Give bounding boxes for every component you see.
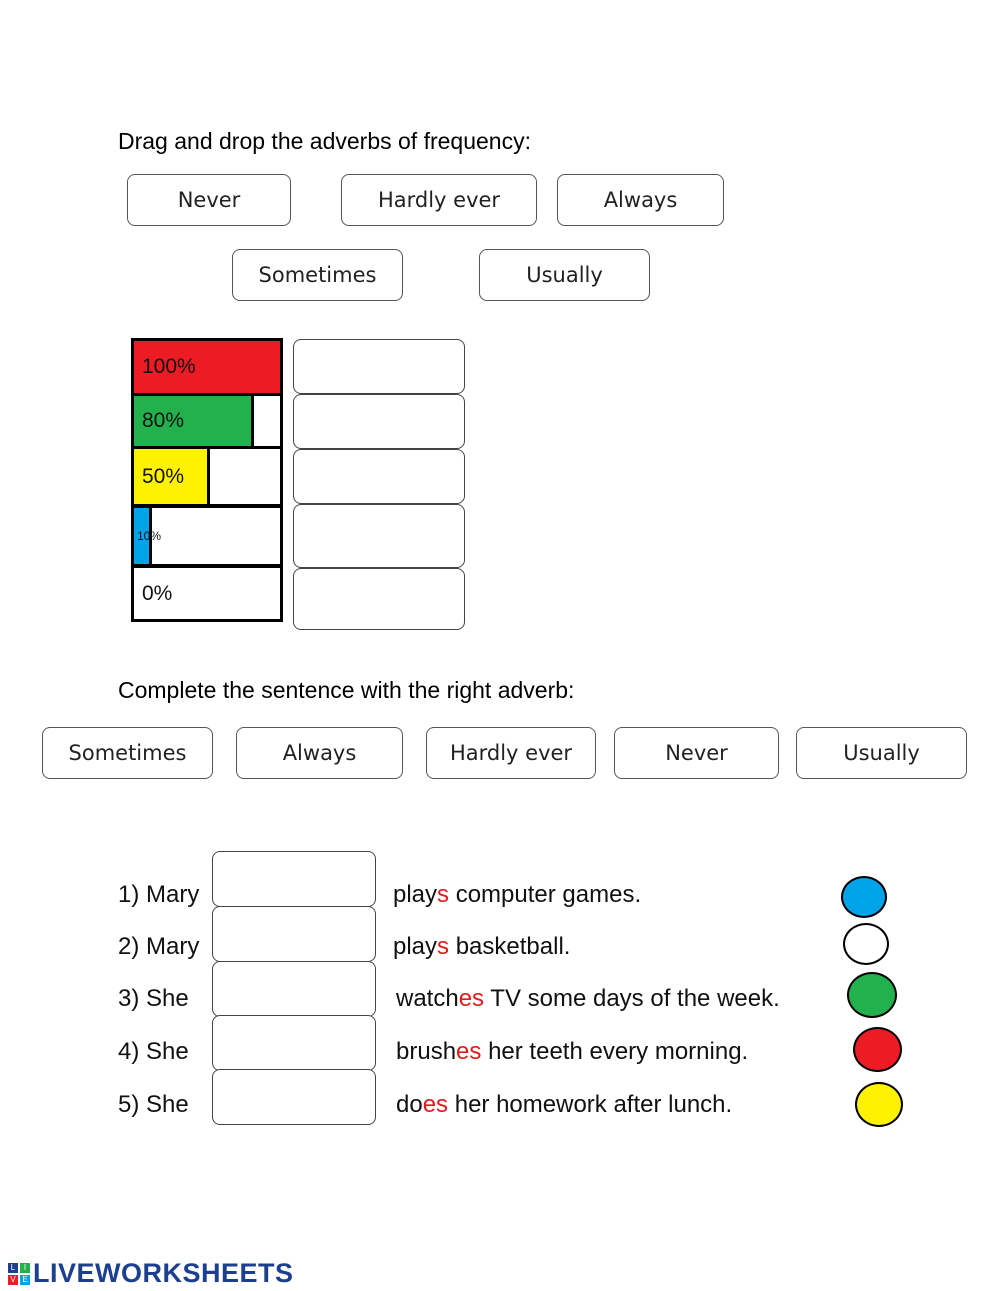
chip-never-2[interactable]: Never <box>614 727 779 779</box>
sentence-rest: basketball. <box>449 933 571 960</box>
drop-box-100[interactable] <box>293 339 465 394</box>
verb-stem: watch <box>396 985 459 1012</box>
sentence-drop-box-3[interactable] <box>212 961 376 1017</box>
sentence-rest: TV some days of the week. <box>484 985 780 1012</box>
logo-text: LIVEWORKSHEETS <box>33 1258 294 1288</box>
verb-stem: play <box>393 881 438 908</box>
bar-label: 50% <box>142 464 185 488</box>
bar-label: 100% <box>142 355 196 378</box>
chip-always[interactable]: Always <box>557 174 724 226</box>
chip-sometimes[interactable]: Sometimes <box>232 249 403 301</box>
verb-stem: brush <box>396 1038 457 1065</box>
frequency-bar <box>131 565 283 622</box>
frequency-bar <box>131 505 283 567</box>
drop-box-0[interactable] <box>293 568 465 630</box>
chip-never[interactable]: Never <box>127 174 291 226</box>
verb-ending: es <box>422 1091 449 1118</box>
sentence-rest: her teeth every morning. <box>481 1038 749 1065</box>
sentence-label: 4) She <box>118 1038 189 1065</box>
section1-title: Drag and drop the adverbs of frequency: <box>118 128 531 154</box>
sentence-drop-box-5[interactable] <box>212 1069 376 1125</box>
section2-title: Complete the sentence with the right adverb: <box>118 677 575 703</box>
color-dot <box>843 923 889 965</box>
sentence-drop-box-4[interactable] <box>212 1015 376 1071</box>
chip-sometimes-2[interactable]: Sometimes <box>42 727 213 779</box>
verb-ending: s <box>437 933 450 960</box>
drop-box-10[interactable] <box>293 504 465 568</box>
verb-ending: s <box>437 881 450 908</box>
color-dot <box>853 1027 902 1072</box>
frequency-bar <box>131 446 283 507</box>
sentence-rest: her homework after lunch. <box>448 1091 733 1118</box>
frequency-bar <box>131 393 283 449</box>
logo-letter: E <box>20 1275 30 1285</box>
color-dot <box>841 876 887 918</box>
bar-label: 10% <box>137 529 162 543</box>
sentence-drop-box-1[interactable] <box>212 851 376 907</box>
verb-stem: do <box>396 1091 423 1118</box>
frequency-bar <box>131 338 283 396</box>
logo-letter: I <box>20 1263 30 1273</box>
sentence-text <box>393 933 570 961</box>
color-dot <box>847 972 897 1018</box>
chip-hardly-ever-2[interactable]: Hardly ever <box>426 727 596 779</box>
sentence-label: 2) Mary <box>118 933 200 960</box>
drop-box-80[interactable] <box>293 394 465 449</box>
sentence-label: 3) She <box>118 985 189 1012</box>
chip-usually-2[interactable]: Usually <box>796 727 967 779</box>
chip-hardly-ever[interactable]: Hardly ever <box>341 174 537 226</box>
sentence-text <box>396 985 780 1013</box>
logo-icon <box>8 1263 30 1285</box>
sentence-text <box>396 1091 732 1119</box>
verb-ending: es <box>458 985 485 1012</box>
verb-stem: play <box>393 933 438 960</box>
chip-usually[interactable]: Usually <box>479 249 650 301</box>
sentence-text <box>396 1038 748 1066</box>
verb-ending: es <box>456 1038 482 1065</box>
color-dot <box>855 1082 903 1127</box>
sentence-label: 1) Mary <box>118 881 200 908</box>
sentence-label: 5) She <box>118 1091 189 1118</box>
sentence-rest: computer games. <box>449 881 642 908</box>
chip-always-2[interactable]: Always <box>236 727 403 779</box>
bar-label: 80% <box>142 409 185 432</box>
logo-letter: L <box>8 1263 18 1273</box>
logo-letter: V <box>8 1275 18 1285</box>
sentence-drop-box-2[interactable] <box>212 906 376 962</box>
sentence-text <box>393 881 641 909</box>
drop-box-50[interactable] <box>293 449 465 504</box>
bar-label: 0% <box>142 581 173 605</box>
liveworksheets-logo <box>8 1258 294 1289</box>
